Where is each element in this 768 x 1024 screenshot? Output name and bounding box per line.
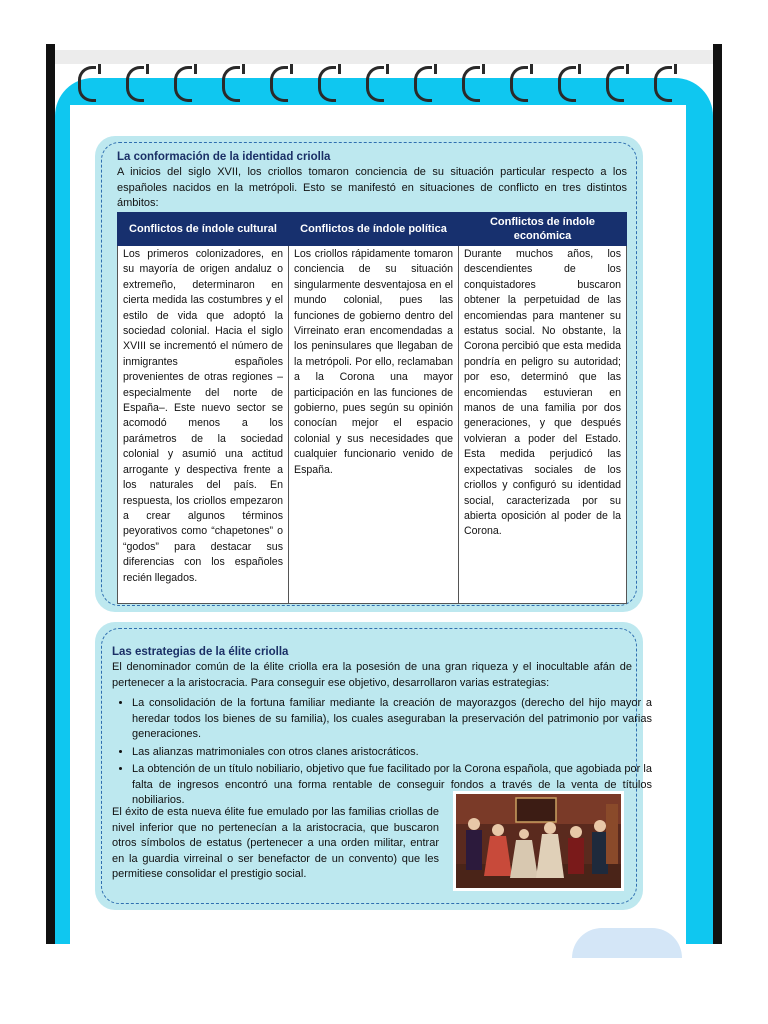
corner-decoration xyxy=(572,928,682,958)
colonial-family-painting xyxy=(453,791,624,891)
section-title-identidad: La conformación de la identidad criolla xyxy=(117,151,331,163)
ring-hook-icon xyxy=(434,64,437,74)
header-cultural: Conflictos de índole cultural xyxy=(118,213,289,246)
section-intro-elite: El denominador común de la élite criolla era la posesión de una gran riqueza y el inocultable afán de pertenecer a la aristocracia. Para conseguir ese objetivo, desarrollaron varias estrategias: xyxy=(112,661,632,689)
right-black-border xyxy=(713,44,722,944)
spiral-ring-icon xyxy=(558,66,576,102)
ring-hook-icon xyxy=(290,64,293,74)
cell-politica: Los criollos rápidamente tomaron conciencia de su situación singularmente desventajosa en el mundo colonial, pues las funciones de gobierno dentro del Virreinato eran encomendadas a los peninsulares que llegaban de la metrópoli. Por ello, reclamaban a la Corona una mayor participación en las funciones de gobierno, pues según su opinión conocían mejor el espacio colonial y sus necesidades que cualquier funcionario venido de España. xyxy=(289,246,459,604)
table-header-row xyxy=(118,213,627,246)
list-item: • La consolidación de la fortuna familiar mediante la creación de mayorazgos (derecho del hijo mayor a heredar todos los bienes de su familia), los cuales aseguraban la preservación del patrimonio por varias generaciones. xyxy=(132,696,652,743)
spiral-ring-icon xyxy=(318,66,336,102)
spiral-ring-icon xyxy=(78,66,96,102)
cell-economica: Durante muchos años, los descendientes de los conquistadores buscaron obtener la perpetuidad de las encomiendas para mantener su estatus social. No obstante, la Corona percibió que esta medida pondría en peligro su autoridad; por eso, determinó que las encomiendas estuvieran en manos de una familia por dos generaciones, y que después volvieran a poder del Estado. Esta medida perjudicó las expectativas sociales de los criollos y configuró su identidad social, caracterizada por su abierta oposición al poder de la Corona. xyxy=(459,246,627,604)
spiral-rings xyxy=(78,66,698,106)
ring-hook-icon xyxy=(338,64,341,74)
header-economica: Conflictos de índole económica xyxy=(459,213,627,246)
cell-cultural: Los primeros colonizadores, en su mayoría de origen andaluz o extremeño, determinaron en cierta medida las costumbres y el estilo de vida que adoptó la sociedad colonial. Hacia el siglo XVIII se incrementó el número de inmigrantes españoles provenientes de otras regiones – especialmente del norte de España–. Este nuevo sector se acomodó menos a los parámetros de la sociedad colonial y asumió una actitud arrogante y despectiva frente a los naturales del país. En respuesta, los criollos empezaron a crear algunos términos peyorativos como “chapetones” o “godos” para destacar sus diferencias con los españoles recién llegados. xyxy=(118,246,289,604)
ring-hook-icon xyxy=(578,64,581,74)
table-row xyxy=(118,246,627,604)
spiral-ring-icon xyxy=(174,66,192,102)
spiral-ring-icon xyxy=(222,66,240,102)
ring-hook-icon xyxy=(386,64,389,74)
spiral-ring-icon xyxy=(126,66,144,102)
spiral-ring-icon xyxy=(366,66,384,102)
ring-hook-icon xyxy=(626,64,629,74)
ring-hook-icon xyxy=(194,64,197,74)
spiral-ring-icon xyxy=(510,66,528,102)
section-intro-identidad: A inicios del siglo XVII, los criollos tomaron conciencia de su situación particular respecto a los españoles nacidos en la metrópoli. Esto se manifestó en situaciones de conflicto en tres distintos ámbitos: xyxy=(117,166,627,209)
ring-hook-icon xyxy=(242,64,245,74)
spiral-ring-icon xyxy=(270,66,288,102)
list-item: • La obtención de un título nobiliario, objetivo que fue facilitado por la Corona española, que agobiada por la falta de ingresos encontró una forma rentable de conseguir fondos a través de la venta de títulos nobiliarios. xyxy=(132,762,652,809)
left-black-border xyxy=(46,44,55,944)
top-gray-strip xyxy=(55,50,713,64)
ring-hook-icon xyxy=(482,64,485,74)
spiral-ring-icon xyxy=(414,66,432,102)
section-title-elite: Las estrategias de la élite criolla xyxy=(112,646,289,658)
spiral-ring-icon xyxy=(606,66,624,102)
closing-paragraph: El éxito de esta nueva élite fue emulado por las familias criollas de nivel inferior que no pertenecían a la aristocracia, que buscaron otros símbolos de estatus (pertenecer a una orden militar, entrar en la guardia virreinal o ser benefactor de un convento) que les permitiese consolidar el prestigio social. xyxy=(112,806,439,880)
spiral-ring-icon xyxy=(654,66,672,102)
header-politica: Conflictos de índole política xyxy=(289,213,459,246)
conflicts-table xyxy=(117,212,627,604)
painting-image xyxy=(456,794,621,888)
ring-hook-icon xyxy=(146,64,149,74)
ring-hook-icon xyxy=(674,64,677,74)
list-item: • Las alianzas matrimoniales con otros clanes aristocráticos. xyxy=(132,745,652,761)
spiral-ring-icon xyxy=(462,66,480,102)
ring-hook-icon xyxy=(98,64,101,74)
ring-hook-icon xyxy=(530,64,533,74)
